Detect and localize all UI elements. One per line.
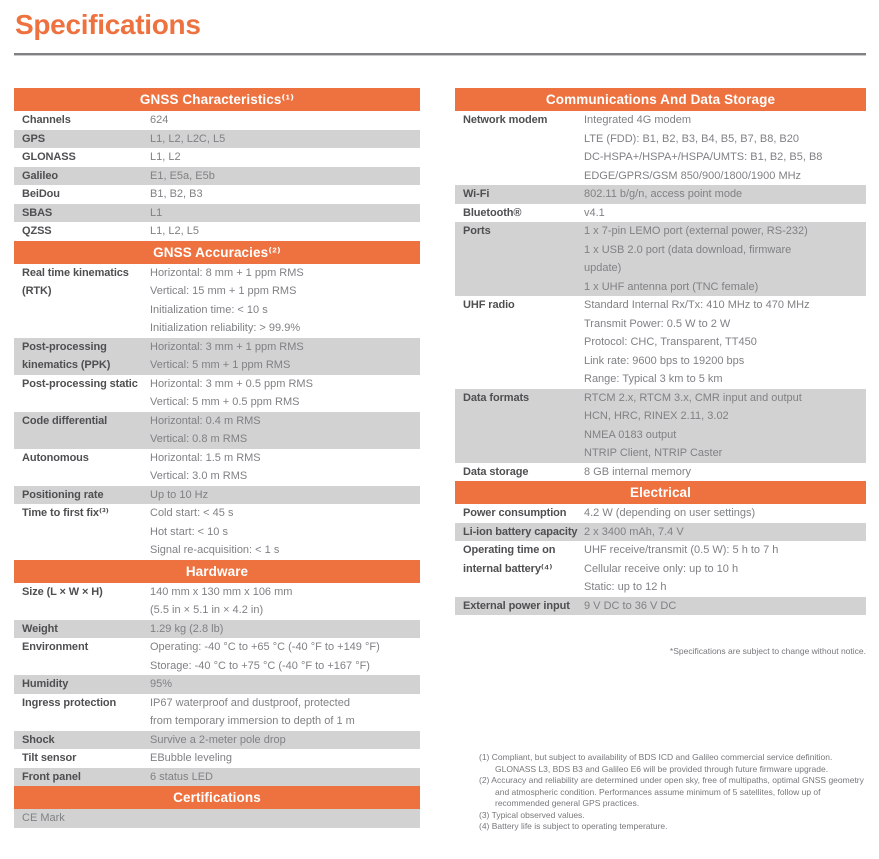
footnote-item: (1) Compliant, but subject to availability of BDS ICD and Galileo commercial service definition. GLONASS L3, BDS B3 and Galileo E6 will be provided through future firmware upgrade. — [479, 752, 833, 774]
spec-column-left — [14, 88, 420, 828]
spec-row — [14, 338, 420, 375]
spec-value — [150, 412, 420, 449]
spec-value-line: Up to 10 Hz — [150, 488, 209, 501]
spec-value-line: B1, B2, B3 — [150, 188, 203, 200]
spec-value — [150, 675, 420, 694]
spec-label: Humidity — [22, 678, 69, 690]
spec-label: GPS — [22, 132, 45, 145]
spec-value — [584, 296, 866, 389]
spec-value-line: Vertical: 3.0 m RMS — [150, 470, 248, 482]
spec-value-line: Horizontal: 1.5 m RMS — [150, 451, 261, 464]
spec-row — [14, 694, 420, 731]
spec-row — [455, 296, 866, 389]
spec-value — [150, 111, 420, 130]
spec-value-line: Signal re-acquisition: < 1 s — [150, 544, 280, 556]
spec-value-line: NTRIP Client, NTRIP Caster — [584, 447, 723, 459]
spec-value — [150, 185, 420, 204]
spec-label: Weight — [22, 622, 58, 635]
spec-value-line: L1, L2, L5 — [150, 225, 199, 237]
spec-row — [14, 620, 420, 639]
spec-label: Autonomous — [22, 451, 89, 464]
spec-row — [14, 264, 420, 338]
spec-value-line: UHF receive/transmit (0.5 W): 5 h to 7 h — [584, 544, 779, 556]
spec-label: Wi-Fi — [463, 188, 490, 200]
spec-row — [14, 749, 420, 768]
spec-section — [455, 88, 866, 481]
spec-value — [150, 375, 420, 412]
spec-value-line: HCN, HRC, RINEX 2.11, 3.02 — [584, 410, 729, 422]
spec-label: Environment — [22, 641, 89, 653]
spec-row — [455, 523, 866, 542]
spec-value-line: Standard Internal Rx/Tx: 410 MHz to 470 MHz — [584, 299, 810, 311]
spec-label: BeiDou — [22, 188, 60, 200]
spec-row — [14, 809, 420, 828]
spec-value — [150, 768, 420, 787]
spec-value — [150, 264, 420, 338]
spec-value — [584, 504, 866, 523]
spec-value-line: EDGE/GPRS/GSM 850/900/1800/1900 MHz — [584, 169, 802, 182]
spec-label: Size (L × W × H) — [22, 585, 103, 598]
spec-label: GLONASS — [22, 151, 76, 163]
spec-value — [150, 731, 420, 750]
spec-label: SBAS — [22, 206, 53, 219]
spec-value-line: LTE (FDD): B1, B2, B3, B4, B5, B7, B8, B20 — [584, 132, 799, 145]
spec-value-line: RTCM 2.x, RTCM 3.x, CMR input and output — [584, 391, 802, 404]
spec-value — [584, 523, 866, 542]
spec-value-line: 1 x 7-pin LEMO port (external power, RS-232) — [584, 225, 808, 237]
spec-value-line: Initialization time: < 10 s — [150, 303, 268, 316]
spec-value — [584, 463, 866, 482]
spec-value-line: Vertical: 5 mm + 0.5 ppm RMS — [150, 396, 300, 408]
spec-section — [455, 481, 866, 615]
footnote-item: (4) Battery life is subject to operating temperature. — [479, 821, 668, 831]
section-header: GNSS Accuracies⁽²⁾ — [14, 241, 420, 264]
spec-value-line: Horizontal: 3 mm + 0.5 ppm RMS — [150, 377, 313, 390]
spec-value-line: L1, L2 — [150, 151, 181, 163]
spec-row — [455, 222, 866, 296]
spec-row — [14, 486, 420, 505]
spec-row — [455, 504, 866, 523]
spec-value-line: 8 GB internal memory — [584, 465, 691, 478]
spec-value — [150, 130, 420, 149]
spec-value-line: DC-HSPA+/HSPA+/HSPA/UMTS: B1, B2, B5, B8 — [584, 151, 823, 163]
section-header: Hardware — [14, 560, 420, 583]
spec-value-line: Vertical: 5 mm + 1 ppm RMS — [150, 359, 291, 371]
spec-label: Power consumption — [463, 507, 567, 519]
spec-section — [14, 786, 420, 828]
spec-row — [14, 675, 420, 694]
spec-label: Operating time on internal battery⁽⁴⁾ — [463, 544, 556, 575]
spec-value — [150, 638, 420, 675]
spec-value-line: L1, L2, L2C, L5 — [150, 132, 226, 145]
spec-value — [150, 583, 420, 620]
spec-value — [14, 809, 420, 828]
spec-value-line: 624 — [150, 114, 169, 126]
spec-value-line: 140 mm x 130 mm x 106 mm — [150, 585, 293, 598]
spec-value-line: 2 x 3400 mAh, 7.4 V — [584, 525, 684, 538]
spec-row — [455, 111, 866, 185]
spec-value — [150, 749, 420, 768]
spec-value — [150, 486, 420, 505]
spec-value-line: Horizontal: 8 mm + 1 ppm RMS — [150, 266, 304, 279]
spec-value — [584, 541, 866, 597]
spec-value — [150, 167, 420, 186]
spec-label: Li-ion battery capacity — [463, 525, 578, 538]
spec-value-line: Storage: -40 °C to +75 °C (-40 °F to +167 °F) — [150, 659, 370, 672]
spec-value-line: EBubble leveling — [150, 752, 232, 764]
section-header: Certifications — [14, 786, 420, 809]
spec-row — [14, 111, 420, 130]
spec-value-line: Integrated 4G modem — [584, 114, 692, 126]
spec-row — [455, 389, 866, 463]
spec-row — [14, 583, 420, 620]
spec-value-line: 95% — [150, 678, 173, 690]
spec-label: Positioning rate — [22, 488, 104, 501]
spec-value-line: Horizontal: 3 mm + 1 ppm RMS — [150, 340, 304, 353]
spec-section — [14, 88, 420, 241]
spec-value-line: Transmit Power: 0.5 W to 2 W — [584, 317, 731, 330]
spec-value-line: v4.1 — [584, 206, 605, 219]
spec-value-line: update) — [584, 262, 622, 274]
spec-value — [150, 449, 420, 486]
spec-row — [14, 130, 420, 149]
spec-value-line: Horizontal: 0.4 m RMS — [150, 414, 261, 427]
spec-row — [14, 167, 420, 186]
spec-value-line: Vertical: 0.8 m RMS — [150, 433, 248, 445]
spec-section — [14, 241, 420, 560]
spec-value — [150, 338, 420, 375]
spec-label: Shock — [22, 733, 55, 746]
spec-label: UHF radio — [463, 299, 515, 311]
spec-row — [455, 541, 866, 597]
spec-value-line: Hot start: < 10 s — [150, 525, 228, 538]
spec-value — [584, 204, 866, 223]
spec-label: Ports — [463, 225, 491, 237]
spec-value — [584, 597, 866, 616]
spec-label: Data formats — [463, 391, 530, 404]
spec-value-line: Cold start: < 45 s — [150, 507, 234, 519]
spec-value-line: 1.29 kg (2.8 lb) — [150, 622, 224, 635]
spec-value-line: CE Mark — [22, 812, 65, 824]
spec-value-line: 1 x UHF antenna port (TNC female) — [584, 280, 759, 293]
spec-row — [14, 222, 420, 241]
spec-value-line: 9 V DC to 36 V DC — [584, 599, 677, 612]
page-title: Specifications — [15, 9, 201, 40]
spec-value-line: 6 status LED — [150, 770, 213, 783]
spec-value — [150, 504, 420, 560]
spec-row — [14, 375, 420, 412]
spec-value-line: 1 x USB 2.0 port (data download, firmware — [584, 243, 792, 256]
spec-row — [14, 412, 420, 449]
spec-label: QZSS — [22, 225, 52, 237]
section-header: GNSS Characteristics⁽¹⁾ — [14, 88, 420, 111]
spec-value-line: IP67 waterproof and dustproof, protected — [150, 696, 350, 709]
spec-value — [150, 204, 420, 223]
change-notice: *Specifications are subject to change without notice. — [669, 646, 866, 656]
spec-value — [150, 694, 420, 731]
spec-row — [455, 185, 866, 204]
spec-value — [584, 222, 866, 296]
spec-label: Tilt sensor — [22, 752, 77, 764]
spec-label: Post-processing static — [22, 377, 138, 390]
spec-value-line: Operating: -40 °C to +65 °C (-40 °F to +149 °F) — [150, 641, 380, 653]
spec-row — [14, 768, 420, 787]
section-header: Electrical — [455, 481, 866, 504]
spec-value-line: NMEA 0183 output — [584, 428, 677, 441]
footnote-item: (3) Typical observed values. — [479, 809, 585, 820]
spec-value-line: 802.11 b/g/n, access point mode — [584, 188, 743, 200]
spec-label: Channels — [22, 114, 71, 126]
spec-label: Time to first fix⁽³⁾ — [22, 507, 109, 519]
spec-value-line: Vertical: 15 mm + 1 ppm RMS — [150, 285, 297, 297]
spec-column-right — [455, 88, 866, 615]
spec-label: Real time kinematics (RTK) — [22, 266, 129, 297]
spec-value — [150, 620, 420, 639]
spec-value-line: L1 — [150, 206, 163, 219]
spec-row — [455, 597, 866, 616]
spec-value — [584, 111, 866, 185]
spec-row — [455, 463, 866, 482]
spec-value-line: Range: Typical 3 km to 5 km — [584, 373, 723, 385]
spec-value — [584, 389, 866, 463]
spec-label: Ingress protection — [22, 696, 117, 709]
spec-value-line: Link rate: 9600 bps to 19200 bps — [584, 354, 745, 367]
spec-label: Code differential — [22, 414, 108, 427]
spec-value — [584, 185, 866, 204]
spec-row — [14, 185, 420, 204]
spec-row — [14, 204, 420, 223]
title-divider — [14, 53, 866, 56]
spec-value — [150, 222, 420, 241]
spec-label: Front panel — [22, 770, 81, 783]
spec-label: Galileo — [22, 169, 58, 182]
spec-row — [14, 504, 420, 560]
spec-value-line: E1, E5a, E5b — [150, 169, 215, 182]
spec-row — [14, 449, 420, 486]
footnote-item: (2) Accuracy and reliability are determined under open sky, free of multipaths, optimal GNSS geometry and atmospheric condition. Performances assume minimum of 5 satellites, follow up of recommended general GPS practices. — [479, 775, 864, 808]
spec-label: Bluetooth® — [463, 206, 522, 219]
spec-label: Network modem — [463, 114, 548, 126]
spec-value-line: Static: up to 12 h — [584, 581, 667, 593]
section-header: Communications And Data Storage — [455, 88, 866, 111]
spec-value-line: Protocol: CHC, Transparent, TT450 — [584, 336, 757, 348]
spec-row — [14, 731, 420, 750]
spec-section — [14, 560, 420, 787]
spec-value — [150, 148, 420, 167]
spec-value-line: from temporary immersion to depth of 1 m — [150, 715, 355, 727]
spec-label: Data storage — [463, 465, 529, 478]
footnotes — [479, 752, 869, 833]
spec-value-line: (5.5 in × 5.1 in × 4.2 in) — [150, 604, 264, 616]
spec-value-line: Cellular receive only: up to 10 h — [584, 562, 739, 575]
spec-row — [14, 638, 420, 675]
spec-value-line: Initialization reliability: > 99.9% — [150, 322, 301, 334]
spec-value-line: 4.2 W (depending on user settings) — [584, 507, 756, 519]
spec-row — [455, 204, 866, 223]
spec-value-line: Survive a 2-meter pole drop — [150, 733, 286, 746]
spec-label: External power input — [463, 599, 570, 612]
spec-row — [14, 148, 420, 167]
spec-label: Post-processing kinematics (PPK) — [22, 340, 111, 371]
